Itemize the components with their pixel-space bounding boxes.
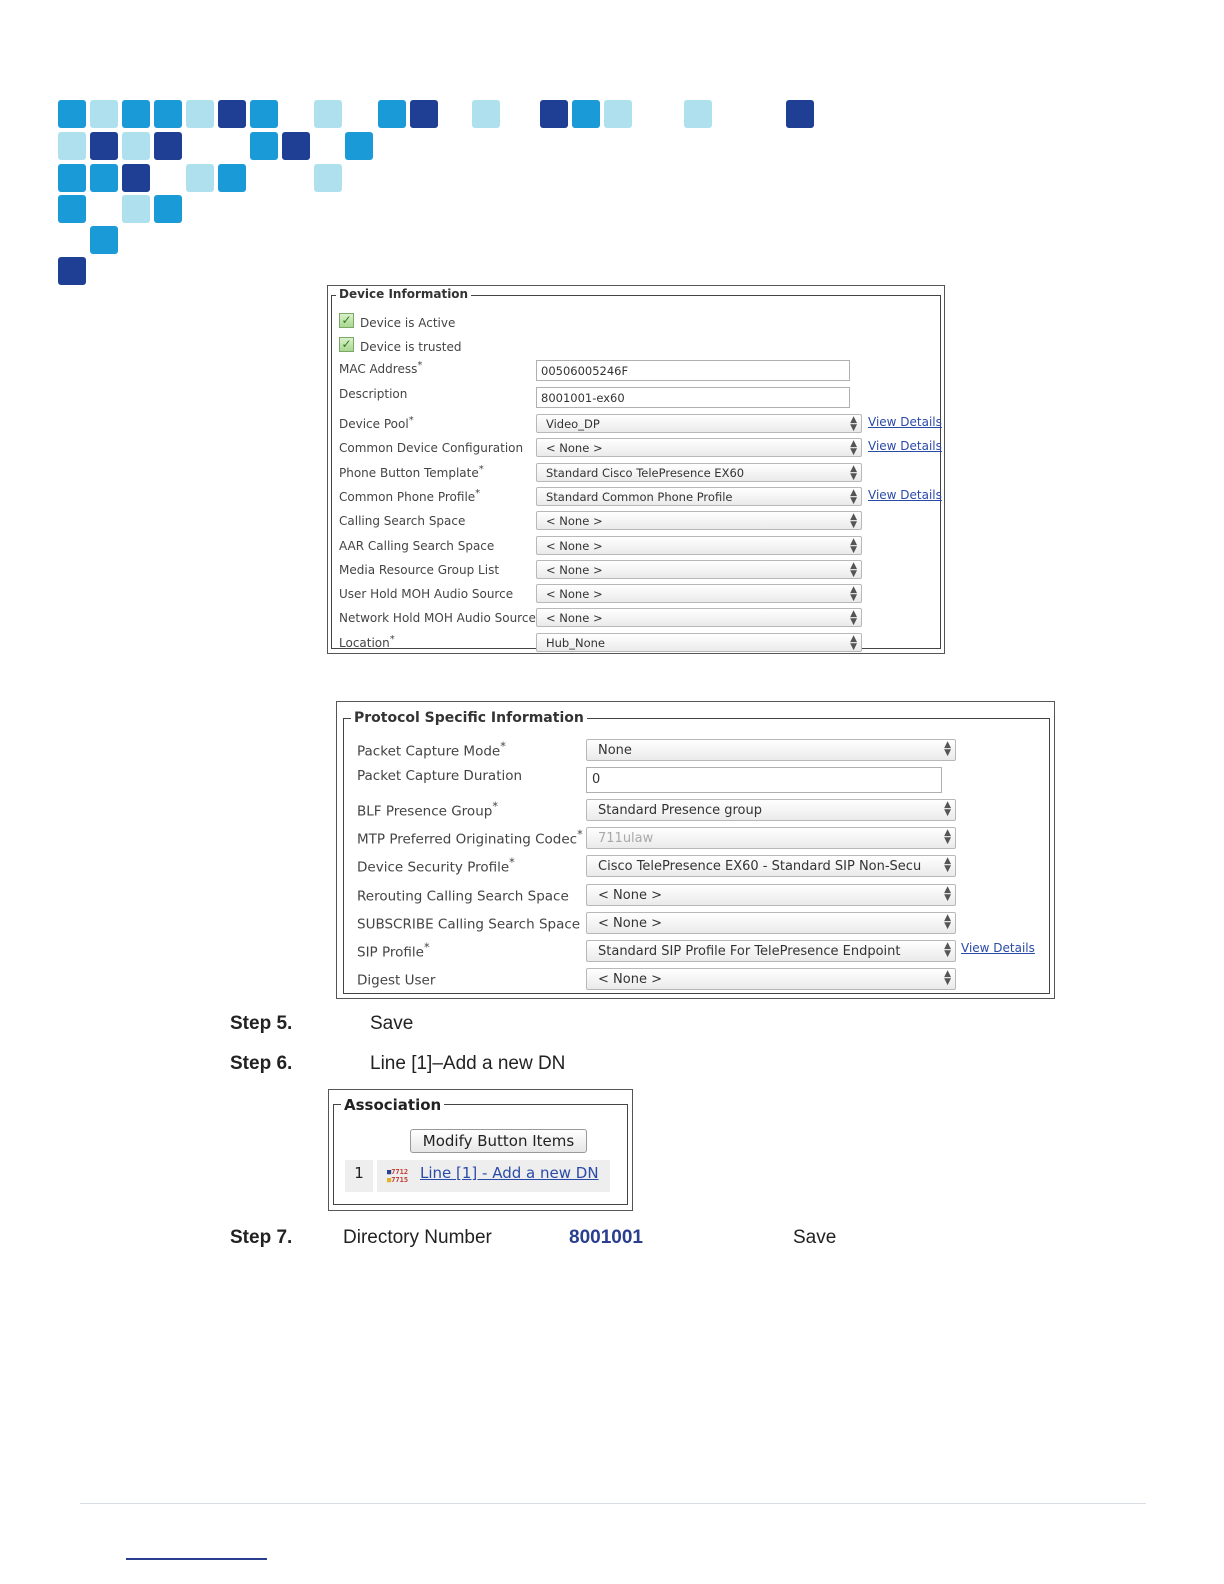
packet-capture-mode-label: Packet Capture Mode*	[357, 740, 506, 760]
device-info-row-select[interactable]: < None > ▲ ▼	[536, 511, 862, 530]
decorative-square	[410, 100, 438, 128]
select-arrows-icon: ▲ ▼	[850, 439, 857, 458]
protocol-info-row-select[interactable]: < None > ▲ ▼	[586, 884, 956, 906]
decorative-square	[378, 100, 406, 128]
decorative-square	[472, 100, 500, 128]
step-7	[230, 1227, 292, 1249]
description-label: Description	[339, 387, 408, 401]
step-6-label: Step 6.	[230, 1053, 293, 1074]
footer-divider	[80, 1503, 1146, 1504]
decorative-square	[154, 100, 182, 128]
association-row-index: 1	[345, 1160, 373, 1192]
protocol-info-row-label: Device Security Profile*	[357, 856, 515, 876]
device-info-row-select[interactable]: < None > ▲ ▼	[536, 584, 862, 603]
device-info-row-select[interactable]: Standard Common Phone Profile ▲ ▼	[536, 487, 862, 506]
mac-address-input[interactable]: 00506005246F	[536, 360, 850, 381]
line-1-add-new-dn-link[interactable]: Line [1] - Add a new DN	[420, 1164, 599, 1182]
device-information-legend: Device Information	[336, 287, 471, 301]
device-info-row-label: Common Device Configuration	[339, 441, 524, 456]
select-arrows-icon: ▲ ▼	[850, 633, 857, 652]
decorative-square	[684, 100, 712, 128]
select-arrows-icon: ▲ ▼	[944, 828, 951, 847]
device-info-row-select[interactable]: Standard Cisco TelePresence EX60 ▲ ▼	[536, 463, 862, 482]
device-info-row-label: Location*	[339, 633, 395, 650]
protocol-info-row-select: 711ulaw ▲ ▼	[586, 827, 956, 849]
protocol-info-row-select[interactable]: Standard Presence group ▲ ▼	[586, 799, 956, 821]
protocol-info-row-label: SUBSCRIBE Calling Search Space	[357, 916, 581, 933]
step-5	[230, 1013, 292, 1035]
decorative-square	[186, 100, 214, 128]
device-trusted-label: Device is trusted	[360, 340, 462, 354]
select-arrows-icon: ▲ ▼	[850, 512, 857, 531]
protocol-info-row-label: BLF Presence Group*	[357, 800, 498, 820]
device-active-checkbox[interactable]: ✓	[339, 313, 354, 328]
device-info-row-select[interactable]: < None > ▲ ▼	[536, 438, 862, 457]
decorative-square	[345, 132, 373, 160]
modify-button-items-button[interactable]: Modify Button Items	[410, 1129, 587, 1153]
protocol-info-row-select[interactable]: Cisco TelePresence EX60 - Standard SIP Non-Secu ▲ ▼	[586, 855, 956, 877]
protocol-info-row-label: SIP Profile*	[357, 941, 430, 961]
decorative-square	[282, 132, 310, 160]
directory-number-value: 8001001	[569, 1227, 643, 1248]
select-arrows-icon: ▲ ▼	[850, 536, 857, 555]
protocol-info-row-select[interactable]: Standard SIP Profile For TelePresence Endpoint ▲ ▼	[586, 940, 956, 962]
select-arrows-icon: ▲ ▼	[850, 609, 857, 628]
select-arrows-icon: ▲ ▼	[944, 800, 951, 818]
protocol-info-row-select[interactable]: < None > ▲ ▼	[586, 968, 956, 990]
select-arrows-icon: ▲ ▼	[850, 463, 857, 482]
device-info-row-label: Phone Button Template*	[339, 463, 484, 480]
decorative-square	[122, 100, 150, 128]
packet-capture-duration-input[interactable]: 0	[586, 767, 942, 793]
view-details-link[interactable]: View Details	[868, 415, 942, 429]
protocol-info-row-label: Rerouting Calling Search Space	[357, 888, 569, 905]
step-7-label: Step 7.	[230, 1227, 293, 1248]
decorative-square	[122, 132, 150, 160]
decorative-square	[314, 100, 342, 128]
decorative-square	[90, 132, 118, 160]
decorative-square	[786, 100, 814, 128]
protocol-information-panel	[336, 701, 1055, 999]
decorative-square	[154, 195, 182, 223]
protocol-info-row-select[interactable]: < None > ▲ ▼	[586, 912, 956, 934]
step-7-save: Save	[793, 1227, 837, 1248]
decorative-square	[90, 226, 118, 254]
decorative-square	[58, 257, 86, 285]
description-input[interactable]: 8001001-ex60	[536, 387, 850, 408]
decorative-square	[250, 100, 278, 128]
device-active-label: Device is Active	[360, 316, 456, 330]
decorative-square	[218, 100, 246, 128]
decorative-square	[58, 164, 86, 192]
decorative-square	[540, 100, 568, 128]
select-arrows-icon: ▲ ▼	[944, 912, 951, 931]
step-6	[230, 1053, 292, 1075]
protocol-information-legend: Protocol Specific Information	[351, 710, 587, 726]
device-info-row-select[interactable]: Hub_None ▲ ▼	[536, 633, 862, 652]
select-arrows-icon: ▲ ▼	[944, 856, 951, 875]
select-arrows-icon: ▲ ▼	[944, 969, 951, 988]
decorative-square	[90, 164, 118, 192]
device-trusted-checkbox[interactable]: ✓	[339, 337, 354, 352]
protocol-info-row-label: Digest User	[357, 972, 436, 989]
step-5-label: Step 5.	[230, 1013, 293, 1034]
step-7-text: Directory Number	[343, 1227, 492, 1248]
decorative-square	[58, 132, 86, 160]
device-info-row-label: User Hold MOH Audio Source	[339, 587, 514, 602]
device-info-row-select[interactable]: < None > ▲ ▼	[536, 608, 862, 627]
view-details-link[interactable]: View Details	[868, 487, 942, 502]
select-arrows-icon: ▲ ▼	[850, 560, 857, 579]
view-details-link[interactable]: View Details	[868, 439, 942, 454]
decorative-square	[122, 164, 150, 192]
decorative-square	[604, 100, 632, 128]
step-5-text: Save	[370, 1013, 414, 1034]
decorative-square	[58, 195, 86, 223]
footer-link-underline	[126, 1558, 267, 1560]
select-arrows-icon: ▲ ▼	[850, 415, 857, 433]
phone-line-icon: ■7712 ■7715	[387, 1168, 409, 1184]
decorative-square	[250, 132, 278, 160]
decorative-square	[58, 100, 86, 128]
decorative-square	[314, 164, 342, 192]
mac-address-label: MAC Address*	[339, 360, 423, 376]
device-info-row-label: Common Phone Profile*	[339, 487, 481, 504]
device-info-row-label: Media Resource Group List	[339, 562, 500, 577]
protocol-info-row-label: MTP Preferred Originating Codec*	[357, 828, 583, 848]
select-arrows-icon: ▲ ▼	[944, 884, 951, 903]
device-info-row-label: Network Hold MOH Audio Source	[339, 611, 536, 626]
device-info-row-label: Device Pool*	[339, 415, 414, 431]
decorative-square	[572, 100, 600, 128]
device-info-row-label: Calling Search Space	[339, 514, 466, 529]
association-panel	[328, 1089, 633, 1211]
decorative-square	[90, 100, 118, 128]
packet-capture-mode-select[interactable]: None ▲ ▼	[586, 739, 956, 761]
device-info-row-select[interactable]: < None > ▲ ▼	[536, 536, 862, 555]
select-arrows-icon: ▲ ▼	[850, 487, 857, 506]
decorative-square	[154, 132, 182, 160]
device-information-panel	[327, 285, 945, 654]
step-6-text: Line [1]–Add a new DN	[370, 1053, 566, 1074]
select-arrows-icon: ▲ ▼	[944, 941, 951, 959]
view-details-link[interactable]: View Details	[961, 941, 1035, 955]
device-info-row-select[interactable]: < None > ▲ ▼	[536, 560, 862, 579]
device-info-row-select[interactable]: Video_DP ▲ ▼	[536, 414, 862, 433]
select-arrows-icon: ▲ ▼	[850, 585, 857, 604]
device-info-row-label: AAR Calling Search Space	[339, 538, 495, 553]
association-legend: Association	[341, 1096, 444, 1114]
decorative-square	[218, 164, 246, 192]
decorative-square	[186, 164, 214, 192]
decorative-square	[122, 195, 150, 223]
packet-capture-duration-label: Packet Capture Duration	[357, 768, 523, 784]
